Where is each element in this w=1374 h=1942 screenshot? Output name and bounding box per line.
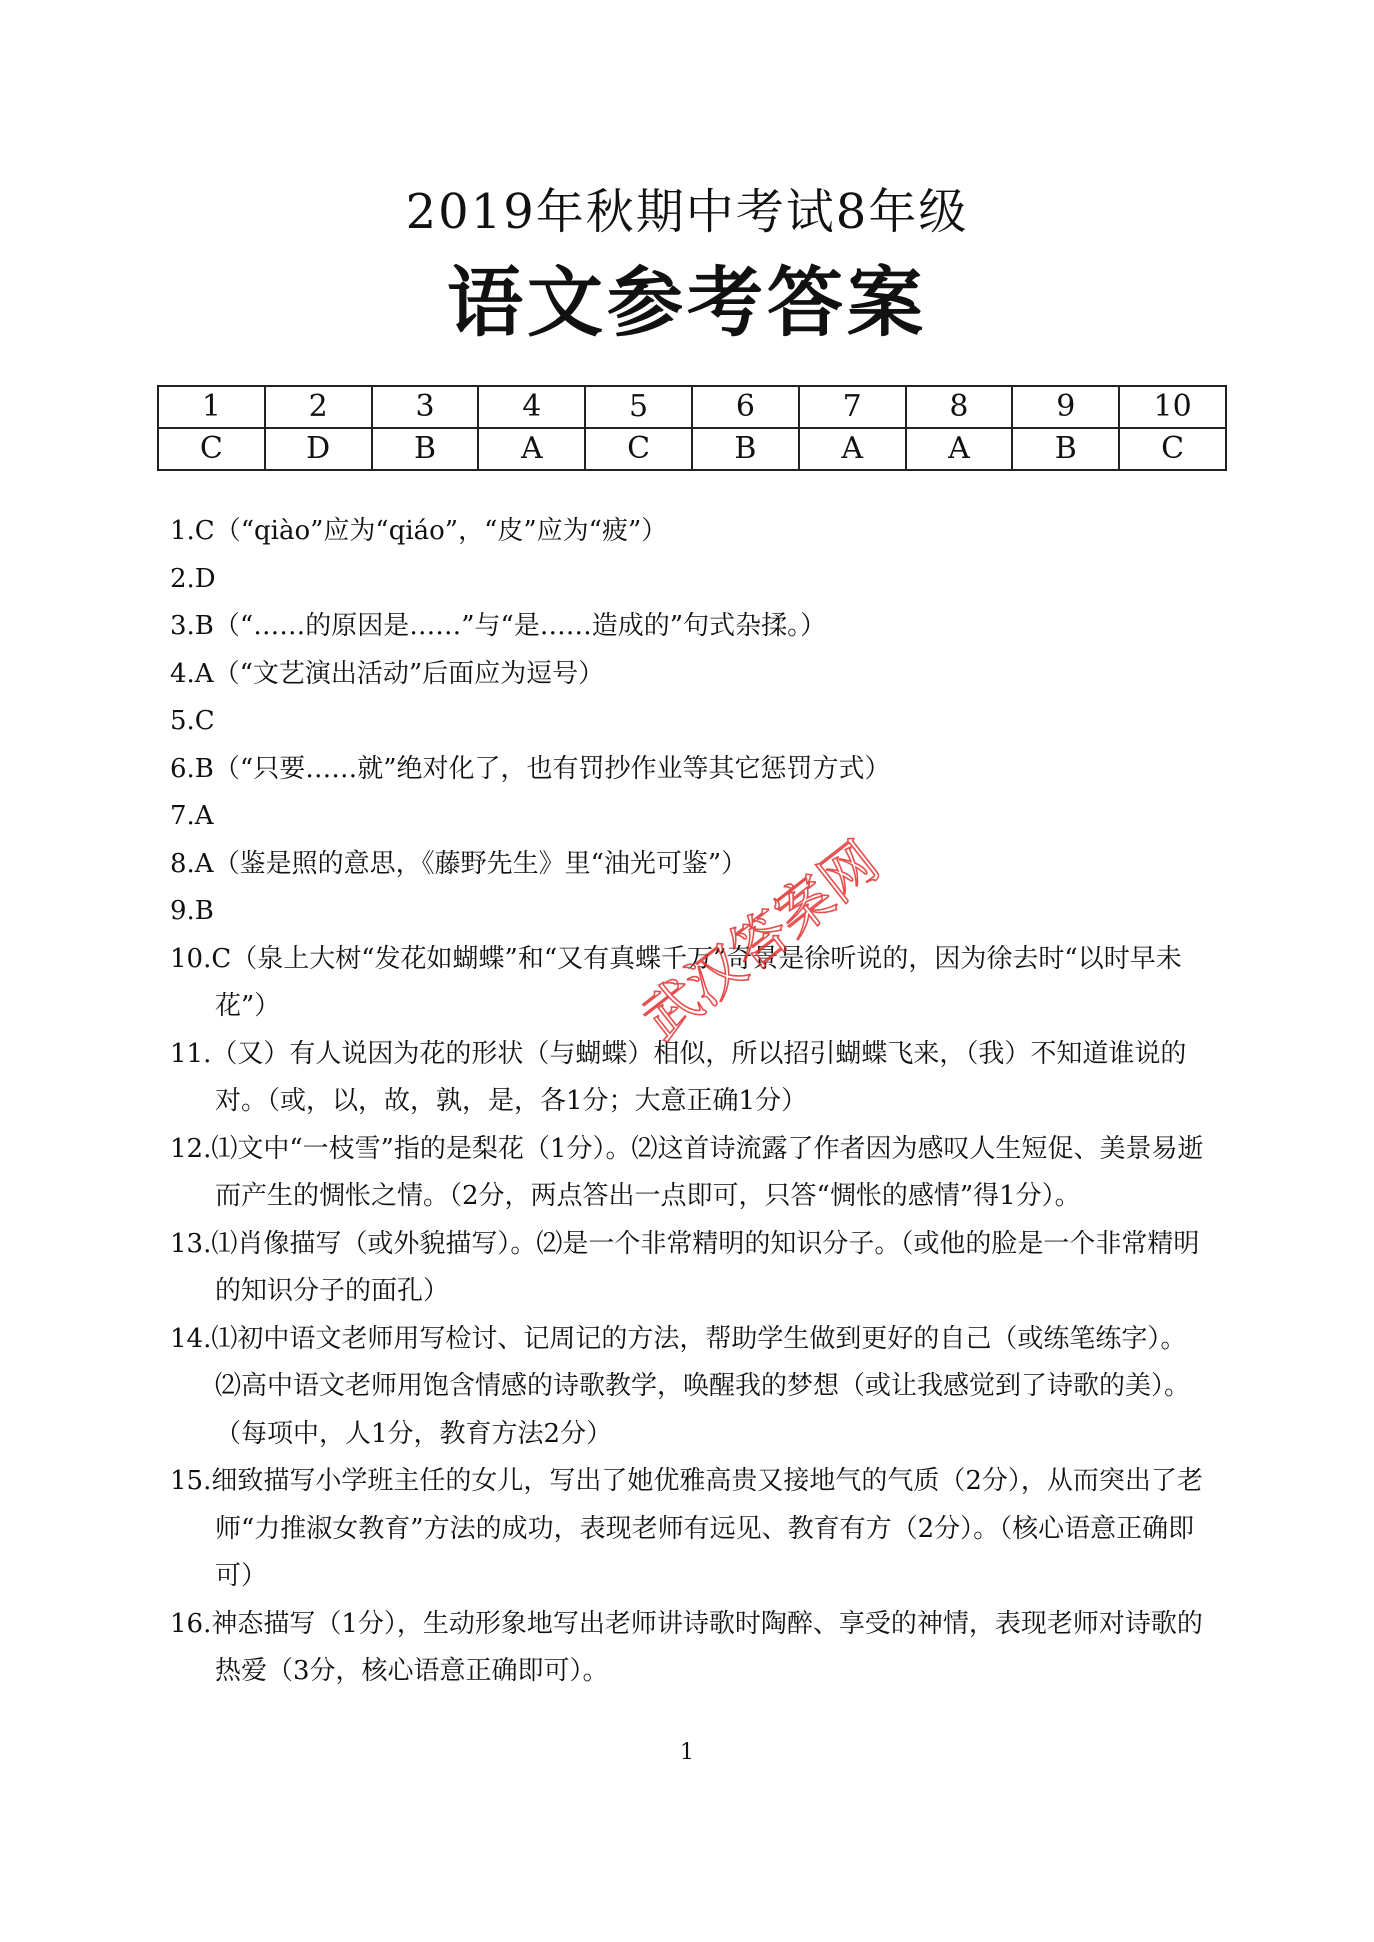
page-number: 1 <box>680 1740 694 1765</box>
page-title: 语文参考答案 <box>447 258 927 347</box>
exam-subtitle: 2019年秋期中考试8年级 <box>405 184 969 240</box>
answer-table-number-row <box>158 386 1226 428</box>
answer-note: 3.B（“……的原因是……”与“是……造成的”句式杂揉。） <box>170 611 827 641</box>
answer-cell: C <box>1119 428 1226 470</box>
question-number-cell: 9 <box>1012 386 1119 428</box>
answer-note: 1.C（“qiào”应为“qiáo”，“皮”应为“疲”） <box>170 516 668 546</box>
question-number-cell: 3 <box>372 386 479 428</box>
answer-cell: A <box>799 428 906 470</box>
answer-note: 9.B <box>170 896 214 926</box>
answer-note: 6.B（“只要……就”绝对化了，也有罚抄作业等其它惩罚方式） <box>170 753 891 784</box>
answer-note: 15.细致描写小学班主任的女儿，写出了她优雅高贵又接地气的气质（2分），从而突出了老师“力推淑女教育”方法的成功，表现老师有远见、教育有方（2分）。（核心语意正确即可） <box>170 1466 1203 1591</box>
answer-note: 14.⑴初中语文老师用写检讨、记周记的方法，帮助学生做到更好的自己（或练笔练字）。⑵高中语文老师用饱含情感的诗歌教学，唤醒我的梦想（或让我感觉到了诗歌的美）。（每项中，人1分，教育方法2分） <box>170 1323 1191 1449</box>
question-number-cell: 4 <box>478 386 585 428</box>
answer-note: 10.C（泉上大树“发花如蝴蝶”和“又有真蝶千万”奇景是徐听说的，因为徐去时“以时早未花”） <box>170 943 1182 1021</box>
answer-table-answer-row <box>158 428 1226 470</box>
question-number-cell: 6 <box>692 386 799 428</box>
answer-note: 11.（又）有人说因为花的形状（与蝴蝶）相似，所以招引蝴蝶飞来，（我）不知道谁说的对。（或，以，故，孰，是，各1分；大意正确1分） <box>170 1038 1187 1116</box>
watermark-text: 武汉答案网 <box>630 829 892 1053</box>
answer-note: 16.神态描写（1分），生动形象地写出老师讲诗歌时陶醉、享受的神情，表现老师对诗歌的热爱（3分，核心语意正确即可）。 <box>170 1608 1203 1686</box>
answer-cell: B <box>1012 428 1119 470</box>
answer-cell: A <box>906 428 1013 470</box>
answer-explanations <box>170 508 1210 1696</box>
question-number-cell: 8 <box>906 386 1013 428</box>
answer-table <box>157 385 1227 471</box>
answer-note: 7.A <box>170 801 214 831</box>
answer-note: 12.⑴文中“一枝雪”指的是梨花（1分）。⑵这首诗流露了作者因为感叹人生短促、美景易逝而产生的惆怅之情。（2分，两点答出一点即可，只答“惆怅的感情”得1分）。 <box>170 1133 1204 1211</box>
answer-cell: A <box>478 428 585 470</box>
question-number-cell: 10 <box>1119 386 1226 428</box>
answer-note: 2.D <box>170 563 216 594</box>
answer-note: 4.A（“文艺演出活动”后面应为逗号） <box>170 658 605 689</box>
answer-cell: B <box>372 428 479 470</box>
question-number-cell: 1 <box>158 386 265 428</box>
answer-cell: B <box>692 428 799 470</box>
question-number-cell: 7 <box>799 386 906 428</box>
answer-cell: D <box>265 428 372 470</box>
answer-note: 8.A（鉴是照的意思，《藤野先生》里“油光可鉴”） <box>170 848 748 879</box>
answer-cell: C <box>158 428 265 470</box>
answer-cell: C <box>585 428 692 470</box>
answer-note: 13.⑴肖像描写（或外貌描写）。⑵是一个非常精明的知识分子。（或他的脸是一个非常精明的知识分子的面孔） <box>170 1228 1200 1306</box>
question-number-cell: 5 <box>585 386 692 428</box>
answer-note: 5.C <box>170 706 215 736</box>
question-number-cell: 2 <box>265 386 372 428</box>
